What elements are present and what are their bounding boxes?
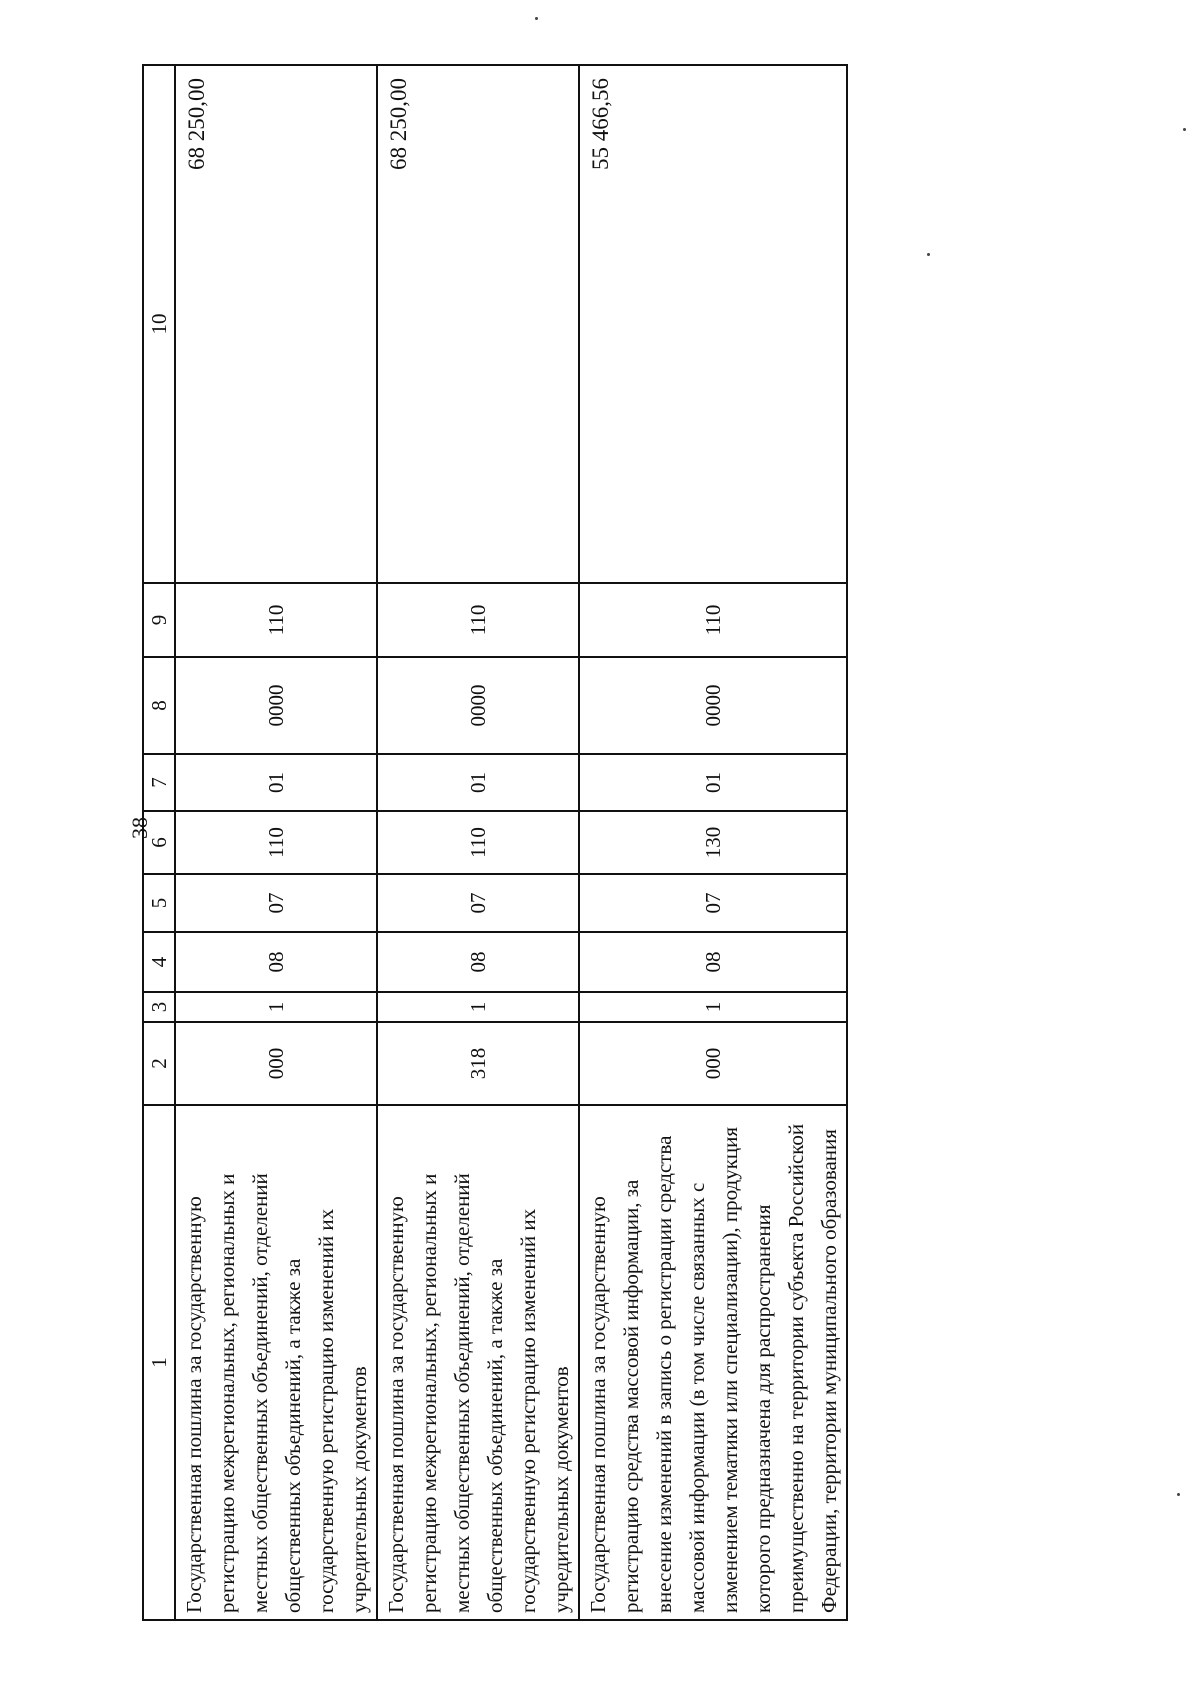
table-row xyxy=(175,65,377,1620)
column-header: 3 xyxy=(143,992,175,1022)
code-subarticle: 110 xyxy=(175,811,377,874)
code-admin: 000 xyxy=(579,1022,847,1105)
column-header: 10 xyxy=(143,65,175,583)
budget-classification-table xyxy=(142,64,848,1621)
column-header: 4 xyxy=(143,932,175,992)
table-row xyxy=(377,65,579,1620)
row-description: Государственная пошлина за государственную регистрацию межрегиональных, региональных и местных общественных объединений, отделений общественных объединений, а также за государственную регистрацию изменений их учредительных документов xyxy=(175,1105,377,1620)
code-article: 07 xyxy=(579,874,847,932)
code-article: 07 xyxy=(377,874,579,932)
code-element: 01 xyxy=(175,754,377,811)
column-header: 8 xyxy=(143,657,175,754)
code-subarticle: 110 xyxy=(377,811,579,874)
code-classification: 110 xyxy=(579,583,847,657)
column-header: 7 xyxy=(143,754,175,811)
code-subgroup: 08 xyxy=(579,932,847,992)
code-subarticle: 130 xyxy=(579,811,847,874)
code-subgroup: 08 xyxy=(377,932,579,992)
code-admin: 000 xyxy=(175,1022,377,1105)
page-number: 38 xyxy=(127,817,152,839)
scan-speck xyxy=(535,17,538,20)
code-program: 0000 xyxy=(377,657,579,754)
scan-speck xyxy=(927,253,930,256)
code-article: 07 xyxy=(175,874,377,932)
column-header: 1 xyxy=(143,1105,175,1620)
scan-speck xyxy=(1177,1493,1180,1496)
code-element: 01 xyxy=(579,754,847,811)
code-element: 01 xyxy=(377,754,579,811)
column-header: 2 xyxy=(143,1022,175,1105)
row-description: Государственная пошлина за государственную регистрацию средства массовой информации, за внесение изменений в запись о регистрации средства массовой информации (в том числе связанных с изменением тематики или специализации), продукция которого предназначена для распространения преимущественно на территории субъекта Российской Федерации, территории муниципального образования xyxy=(579,1105,847,1620)
amount: 55 466,56 xyxy=(579,65,847,583)
code-admin: 318 xyxy=(377,1022,579,1105)
rotated-table-container xyxy=(142,66,847,1621)
column-header: 6 xyxy=(143,811,175,874)
header-row xyxy=(143,65,175,1620)
column-header: 9 xyxy=(143,583,175,657)
code-program: 0000 xyxy=(579,657,847,754)
code-group: 1 xyxy=(175,992,377,1022)
code-subgroup: 08 xyxy=(175,932,377,992)
code-classification: 110 xyxy=(377,583,579,657)
amount: 68 250,00 xyxy=(175,65,377,583)
code-classification: 110 xyxy=(175,583,377,657)
column-header: 5 xyxy=(143,874,175,932)
amount: 68 250,00 xyxy=(377,65,579,583)
code-program: 0000 xyxy=(175,657,377,754)
row-description: Государственная пошлина за государственную регистрацию межрегиональных, региональных и местных общественных объединений, отделений общественных объединений, а также за государственную регистрацию изменений их учредительных документов xyxy=(377,1105,579,1620)
table-row xyxy=(579,65,847,1620)
code-group: 1 xyxy=(377,992,579,1022)
code-group: 1 xyxy=(579,992,847,1022)
scan-speck xyxy=(1183,128,1186,131)
